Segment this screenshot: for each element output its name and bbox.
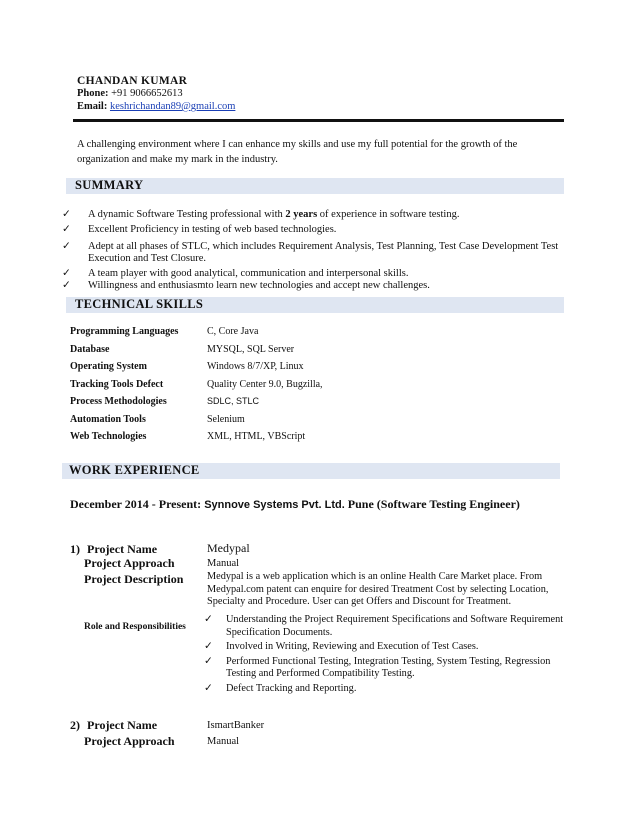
check-icon: ✓: [204, 682, 213, 694]
skill-row: Programming Languages C, Core Java: [70, 326, 259, 337]
project-approach: Manual: [207, 558, 240, 569]
check-icon: ✓: [204, 655, 213, 667]
project-description: Medypal is a web application which is an online Health Care Market place. From Medypal.com patent can enquire for desired Treatment Cost by selecting Location, Specialty and Procedure. User can get Offers and Discount for Treatment.: [207, 571, 549, 607]
header-divider: [73, 119, 564, 122]
email-label: Email:: [77, 101, 108, 112]
email-line: [77, 101, 235, 112]
skill-row: Database MYSQL, SQL Server: [70, 343, 295, 355]
check-icon: ✓: [62, 224, 71, 235]
summary-item: ✓ A team player with good analytical, communication and interpersonal skills.: [62, 268, 409, 279]
summary-item: ✓ Adept at all phases of STLC, which includes Requirement Analysis, Test Planning, Test Case Development Test Execution and Test Closure.: [62, 241, 559, 264]
work-exp-title: WORK EXPERIENCE: [69, 463, 200, 477]
skill-row: Process Methodologies SDLC, STLC: [70, 396, 260, 407]
project-approach-label: Project Approach: [84, 556, 175, 570]
phone-number: +91 9066652613: [111, 88, 183, 99]
roles-label: Role and Responsibilities: [84, 622, 186, 632]
project-name-label: Project Name: [87, 718, 158, 732]
project-number: 2): [70, 718, 80, 732]
email-link[interactable]: keshrichandan89@gmail.com: [109, 101, 236, 112]
check-icon: ✓: [204, 614, 213, 625]
tech-skills-table: [70, 326, 550, 449]
skill-row: Tracking Tools Defect Quality Center 9.0, Bugzilla,: [70, 378, 323, 390]
candidate-name: CHANDAN KUMAR: [77, 75, 188, 87]
check-icon: ✓: [62, 280, 71, 291]
project-name: IsmartBanker: [207, 720, 265, 731]
project-name: Medypal: [207, 541, 250, 555]
tech-skills-title: TECHNICAL SKILLS: [75, 297, 204, 311]
role-item: ✓ Involved in Writing, Reviewing and Execution of Test Cases.: [204, 641, 479, 652]
roles-list: [204, 614, 564, 695]
check-icon: ✓: [62, 241, 71, 252]
skill-row: Automation Tools Selenium: [70, 413, 245, 425]
role-item: ✓ Defect Tracking and Reporting.: [204, 682, 357, 694]
summary-list: [62, 209, 562, 292]
phone-line: [77, 88, 183, 99]
summary-item: ✓ A dynamic Software Testing professional with 2 years of experience in software testing.: [62, 209, 460, 220]
summary-item: ✓ Willingness and enthusiasmto learn new technologies and accept new challenges.: [62, 280, 430, 291]
summary-item: ✓ Excellent Proficiency in testing of web based technologies.: [62, 224, 337, 235]
project-description-label: Project Description: [84, 572, 184, 586]
experience-heading: [70, 497, 520, 512]
objective-text: A challenging environment where I can enhance my skills and use my full potential for the growth of the organization and make my mark in the industry.: [77, 139, 518, 165]
experience-detail: Pune (Software Testing Engineer): [344, 497, 520, 511]
experience-period: December 2014 - Present:: [70, 497, 202, 511]
phone-label: Phone:: [77, 88, 109, 99]
project-number: 1): [70, 542, 80, 556]
summary-title: SUMMARY: [75, 178, 144, 192]
skill-row: Web Technologies XML, HTML, VBScript: [70, 431, 306, 442]
check-icon: ✓: [62, 209, 71, 220]
check-icon: ✓: [62, 268, 71, 279]
project-approach-label: Project Approach: [84, 734, 175, 748]
role-item: ✓ Performed Functional Testing, Integration Testing, System Testing, Regression Testing and Performed Compatibility Testing.: [204, 655, 551, 679]
skill-row: Operating System Windows 8/7/XP, Linux: [70, 361, 304, 372]
project-approach: Manual: [207, 736, 240, 747]
project-name-label: Project Name: [87, 542, 158, 556]
company-name: Synnove Systems Pvt. Ltd.: [204, 499, 345, 511]
role-item: ✓ Understanding the Project Requirement Specifications and Software Requirement Specification Documents.: [204, 614, 564, 638]
check-icon: ✓: [204, 641, 213, 652]
